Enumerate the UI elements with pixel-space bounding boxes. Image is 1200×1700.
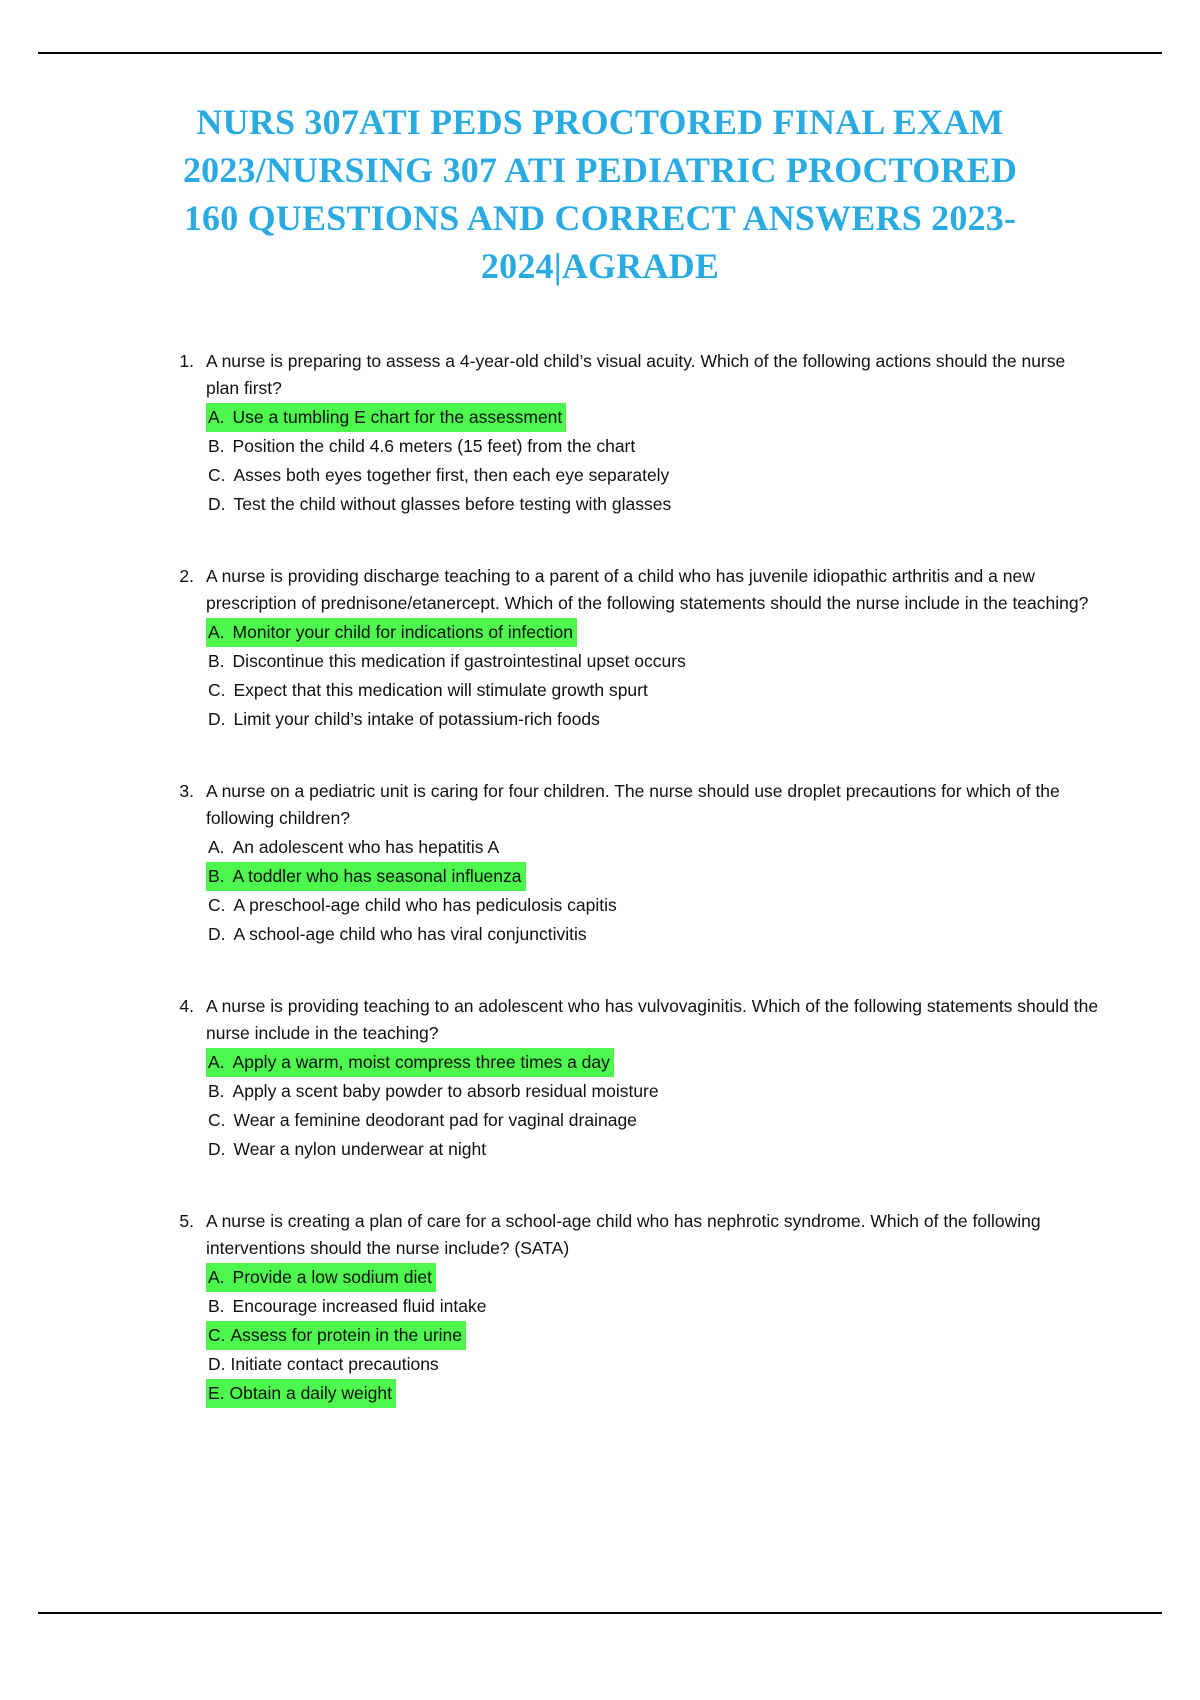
answer-option-text: Wear a feminine deodorant pad for vaginal drainage — [233, 1110, 637, 1130]
answer-option[interactable] — [206, 1135, 1102, 1164]
answer-option-letter: D. — [208, 1354, 226, 1374]
answer-option-text: Limit your child’s intake of potassium-rich foods — [233, 709, 600, 729]
answer-option-letter: B. — [208, 866, 225, 886]
answer-option-letter: A. — [208, 622, 225, 642]
answer-option-text: Initiate contact precautions — [230, 1354, 439, 1374]
answer-option[interactable] — [206, 1048, 1102, 1077]
answer-option[interactable] — [206, 676, 1102, 705]
answer-option[interactable] — [206, 1106, 1102, 1135]
question-body — [206, 778, 1102, 949]
question-item — [168, 778, 1102, 949]
answer-option[interactable] — [206, 1263, 1102, 1292]
answer-option[interactable] — [206, 1321, 1102, 1350]
question-item — [168, 993, 1102, 1164]
question-item — [168, 1208, 1102, 1408]
question-stem: A nurse is creating a plan of care for a school-age child who has nephrotic syndrome. Which of the following interventions should the nurse include? (SATA) — [206, 1211, 1041, 1258]
header-divider — [38, 52, 1162, 54]
question-stem: A nurse is providing discharge teaching to a parent of a child who has juvenile idiopathic arthritis and a new prescription of prednisone/etanercept. Which of the following statements should the nurse include in the teaching? — [206, 566, 1089, 613]
answer-option[interactable] — [206, 1077, 1102, 1106]
answer-option-letter: C. — [208, 1325, 226, 1345]
document-content — [38, 80, 1162, 1452]
answer-option-letter: B. — [208, 1081, 225, 1101]
question-number: 3. — [179, 781, 194, 801]
question-body — [206, 563, 1102, 734]
question-stem: A nurse on a pediatric unit is caring for four children. The nurse should use droplet precautions for which of the following children? — [206, 781, 1060, 828]
answer-option-letter: C. — [208, 680, 226, 700]
answer-option-text: Monitor your child for indications of infection — [232, 622, 573, 642]
answer-option-text: Encourage increased fluid intake — [232, 1296, 487, 1316]
question-number: 1. — [179, 351, 194, 371]
page-title: NURS 307ATI PEDS PROCTORED FINAL EXAM 2023/NURSING 307 ATI PEDIATRIC PROCTORED 160 QUESTIONS AND CORRECT ANSWERS 2023-2024|AGRADE — [182, 102, 1018, 286]
answer-option-letter: D. — [208, 494, 226, 514]
answer-option-text: Obtain a daily weight — [229, 1383, 393, 1403]
answer-option-letter: B. — [208, 1296, 225, 1316]
answer-option-letter: D. — [208, 924, 226, 944]
answer-option-text: Use a tumbling E chart for the assessment — [232, 407, 563, 427]
answer-option-letter: A. — [208, 837, 225, 857]
answer-option-text: Wear a nylon underwear at night — [233, 1139, 487, 1159]
answer-option-text: Discontinue this medication if gastrointestinal upset occurs — [232, 651, 686, 671]
question-stem: A nurse is preparing to assess a 4-year-old child’s visual acuity. Which of the following actions should the nurse plan first? — [206, 351, 1066, 398]
question-body — [206, 1208, 1102, 1408]
answer-option-letter: D. — [208, 1139, 226, 1159]
question-item — [168, 348, 1102, 519]
question-number: 4. — [179, 996, 194, 1016]
answer-option-text: An adolescent who has hepatitis A — [232, 837, 500, 857]
answer-option[interactable] — [206, 432, 1102, 461]
answer-option-text: Apply a scent baby powder to absorb residual moisture — [232, 1081, 659, 1101]
question-body — [206, 348, 1102, 519]
answer-option[interactable] — [206, 1292, 1102, 1321]
answer-option[interactable] — [206, 1379, 1102, 1408]
answer-option-letter: A. — [208, 1052, 225, 1072]
answer-option-text: A school-age child who has viral conjunctivitis — [233, 924, 587, 944]
answer-option-text: Test the child without glasses before testing with glasses — [233, 494, 672, 514]
answer-option-letter: D. — [208, 709, 226, 729]
answer-option-text: A preschool-age child who has pediculosis capitis — [233, 895, 617, 915]
answer-option[interactable] — [206, 833, 1102, 862]
question-stem: A nurse is providing teaching to an adolescent who has vulvovaginitis. Which of the following statements should the nurse include in the teaching? — [206, 996, 1099, 1043]
question-item — [168, 563, 1102, 734]
answer-option-letter: C. — [208, 1110, 226, 1130]
footer-divider — [38, 1612, 1162, 1614]
answer-option[interactable] — [206, 403, 1102, 432]
answer-option[interactable] — [206, 461, 1102, 490]
answer-option[interactable] — [206, 1350, 1102, 1379]
answer-option[interactable] — [206, 862, 1102, 891]
answer-option[interactable] — [206, 705, 1102, 734]
answer-option-letter: B. — [208, 651, 225, 671]
answer-option[interactable] — [206, 618, 1102, 647]
question-number: 2. — [179, 566, 194, 586]
answer-option-letter: A. — [208, 1267, 225, 1287]
question-list — [38, 348, 1162, 1408]
answer-option[interactable] — [206, 920, 1102, 949]
question-number: 5. — [179, 1211, 194, 1231]
answer-option[interactable] — [206, 647, 1102, 676]
answer-option[interactable] — [206, 891, 1102, 920]
answer-option-text: Apply a warm, moist compress three times a day — [232, 1052, 610, 1072]
answer-option-letter: C. — [208, 895, 226, 915]
answer-option-text: Asses both eyes together first, then each eye separately — [233, 465, 670, 485]
answer-option-letter: E. — [208, 1383, 225, 1403]
answer-option-letter: B. — [208, 436, 225, 456]
answer-option-text: Provide a low sodium diet — [232, 1267, 432, 1287]
answer-option-text: A toddler who has seasonal influenza — [232, 866, 522, 886]
answer-option-letter: A. — [208, 407, 225, 427]
answer-option-text: Position the child 4.6 meters (15 feet) from the chart — [232, 436, 636, 456]
answer-option-text: Assess for protein in the urine — [230, 1325, 463, 1345]
question-body — [206, 993, 1102, 1164]
answer-option[interactable] — [206, 490, 1102, 519]
answer-option-letter: C. — [208, 465, 226, 485]
answer-option-text: Expect that this medication will stimulate growth spurt — [233, 680, 648, 700]
